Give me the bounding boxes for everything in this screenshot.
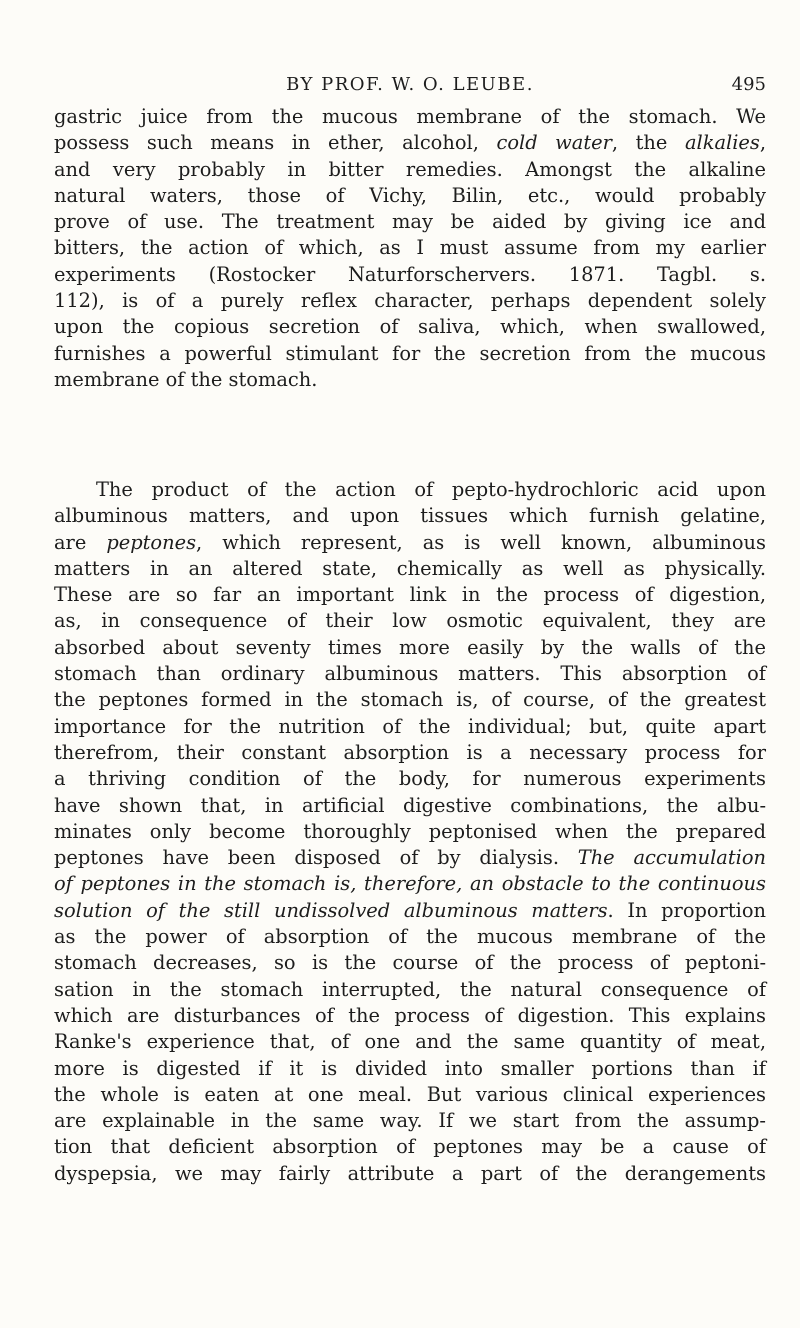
text-line: as, in consequence of their low osmotic equivalent, they are (54, 609, 766, 633)
text-line: The product of the action of pepto-hydrochloric acid upon (96, 478, 766, 501)
running-head: BY PROF. W. O. LEUBE. (286, 74, 534, 95)
text-line: albuminous matters, and upon tissues which furnish gelatine, (54, 504, 766, 528)
text-line: have shown that, in artificial digestive combinations, the albu- (54, 793, 766, 817)
text-line: importance for the nutrition of the individual; but, quite apart (54, 714, 766, 738)
text-line: stomach than ordinary albuminous matters. This absorption of (54, 662, 766, 686)
text-line: more is digested if it is divided into smaller portions than if (54, 1056, 766, 1080)
text-line: of peptones in the stomach is, therefore, an obstacle to the continuous (54, 872, 766, 896)
text-line: absorbed about seventy times more easily by the walls of the (54, 635, 766, 659)
text-line: dyspepsia, we may fairly attribute a part of the derangements (54, 1161, 766, 1185)
text-line: sation in the stomach interrupted, the natural consequence of (54, 977, 766, 1001)
text-line: furnishes a powerful stimulant for the secretion from the mucous (54, 341, 766, 365)
text-line: a thriving condition of the body, for numerous experiments (54, 767, 766, 791)
text-line: possess such means in ether, alcohol, cold water, the alkalies, (54, 131, 767, 155)
text-line: and very probably in bitter remedies. Amongst the alkaline (54, 157, 766, 181)
text-line: therefrom, their constant absorption is a necessary process for (54, 740, 766, 764)
text-line: natural waters, those of Vichy, Bilin, etc., would probably (54, 183, 766, 207)
text-line: experiments (Rostocker Naturforschervers. 1871. Tagbl. s. (54, 262, 766, 286)
paragraph-1 (54, 104, 766, 393)
text-line: which are disturbances of the process of digestion. This explains (54, 1003, 766, 1027)
text-line: the peptones formed in the stomach is, of course, of the greatest (54, 688, 766, 712)
text-line: stomach decreases, so is the course of the process of peptoni- (54, 951, 766, 975)
text-line: bitters, the action of which, as I must assume from my earlier (54, 236, 766, 260)
text-line: the whole is eaten at one meal. But various clinical experiences (54, 1082, 766, 1106)
book-page (54, 0, 766, 1328)
text-line: matters in an altered state, chemically as well as physically. (54, 556, 766, 580)
text-line: are explainable in the same way. If we start from the assump- (54, 1109, 766, 1133)
page-number: 495 (731, 74, 766, 95)
text-line: solution of the still undissolved albuminous matters. In proportion (54, 898, 766, 922)
paragraph-2 (54, 477, 766, 1187)
text-line: peptones have been disposed of by dialysis. The accumulation (54, 846, 767, 870)
text-line: Ranke's experience that, of one and the same quantity of meat, (54, 1030, 766, 1054)
text-line: 112), is of a purely reflex character, perhaps dependent solely (54, 289, 766, 313)
text-line: membrane of the stomach. (54, 367, 318, 391)
text-line: gastric juice from the mucous membrane of the stomach. We (54, 105, 766, 128)
text-line: These are so far an important link in the process of digestion, (54, 583, 766, 607)
text-line: tion that deficient absorption of peptones may be a cause of (54, 1135, 766, 1159)
text-line: upon the copious secretion of saliva, which, when swallowed, (54, 315, 766, 339)
text-line: minates only become thoroughly peptonised when the prepared (54, 819, 766, 843)
page-header (54, 74, 766, 100)
text-line: prove of use. The treatment may be aided by giving ice and (54, 210, 766, 234)
text-line: as the power of absorption of the mucous membrane of the (54, 925, 766, 949)
text-line: are peptones, which represent, as is well known, albuminous (54, 530, 766, 554)
